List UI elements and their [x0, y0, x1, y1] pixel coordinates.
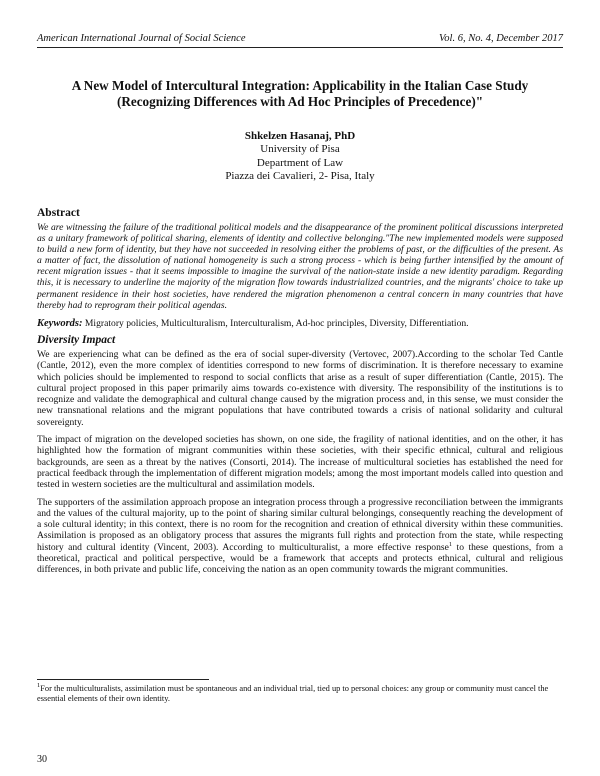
footnote-rule — [37, 679, 209, 680]
paragraph-3 — [37, 497, 563, 576]
keywords — [37, 318, 563, 329]
volume-info: Vol. 6, No. 4, December 2017 — [439, 33, 563, 44]
paragraph-3-part-b: to these questions, from a theoretical, practical and political perspective, would be a framework that accepts and protects ethnical, cultural and religious differences, in both private and public life, conceiving the nation as an open community towards the migrant communities. — [37, 541, 564, 576]
journal-name: American International Journal of Social Science — [37, 33, 246, 44]
title-line-1: A New Model of Intercultural Integration: Applicability in the Italian Case Study — [71, 78, 529, 93]
page-number: 30 — [37, 754, 47, 765]
running-header — [37, 33, 563, 44]
author-name: Shkelzen Hasanaj, PhD — [244, 130, 356, 142]
keywords-text: Migratory policies, Multiculturalism, Interculturalism, Ad-hoc principles, Diversity, Differentiation. — [84, 317, 469, 329]
section-heading: Diversity Impact — [37, 333, 116, 346]
paper-body — [37, 207, 563, 582]
keywords-label: Keywords: — [37, 317, 83, 329]
footnote-text: For the multiculturalists, assimilation must be spontaneous and an individual trial, tied up to personal choices: any group or community must cancel the essential elements of their own identity. — [37, 684, 549, 704]
author-university: University of Pisa — [260, 143, 340, 156]
author-block — [37, 130, 563, 183]
author-address: Piazza dei Cavalieri, 2- Pisa, Italy — [225, 169, 375, 182]
footnote — [37, 684, 563, 704]
author-department: Department of Law — [256, 156, 344, 169]
header-rule — [37, 47, 563, 48]
footnote-reference[interactable]: 1 — [448, 540, 453, 548]
paragraph-2: The impact of migration on the developed societies has shown, on one side, the fragility of national identities, and on the other, it has highlighted how the formation of migrant communities within these societies, with their specific ethnical, cultural and religious backgrounds, are seen as a threat by the natives (Consorti, 2014). The increase of multicultural societies has established the need for practical feedback through the implementation of different migration models; among the most important models called into question and tested in western societies are the multicultural and assimilation models. — [37, 434, 563, 491]
title-line-2: (Recognizing Differences with Ad Hoc Principles of Precedence)" — [116, 93, 484, 109]
abstract-text: We are witnessing the failure of the traditional political models and the disappearance of the prominent political discussions interpreted as a unitary framework of political sharing, elements of identity and collective belonging."The new implemented models were supposed to build a new form of identity, but they have not succeeded in resolving either the problems of past, or the difficulties of the present. As a matter of fact, the dissolution of national homogeneity is such a strong process - which is being further intensified by the amount of recent migration issues - that it seems impossible to imagine the survival of the nation-state inside a new identity paradigm. Regarding this, it is necessary to underline the majority of the migration flow towards industrialized countries, and the migrants' choice to take up permanent residence in their host societies, have rendered the migration phenomenon a central concern in many countries that have thereby had to reprogram their political agendas. — [37, 222, 563, 311]
paper-title — [37, 78, 563, 109]
abstract-heading: Abstract — [37, 207, 80, 219]
footnote-mark: 1 — [37, 682, 41, 690]
paragraph-1: We are experiencing what can be defined as the era of social super-diversity (Vertovec, 2007).According to the scholar Ted Cantle (Cantle, 2012), even the more complex of identities correspond to new forms of discrimination. It is therefore necessary to examine which policies should be implemented to respond to social conflicts that arise as a result of super differentiation (Cantle, 2015). The cultural project proposed in this paper primarily aims towards co-existence with diversity. The responsibility of the institutions is to recognize and validate the demographical and cultural change caused by the migration process and, in this sense, we must consider the new transnational relations and the migrant populations that have contributed towards a crisis of national solidarity and cultural sovereignty. — [37, 348, 563, 428]
paragraph-3-part-a: The supporters of the assimilation approach propose an integration process through a progressive reconciliation between the immigrants and the values of the cultural majority, up to the point of sharing similar cultural belongings, consequently reaching the development of a sole cultural identity; in this context, there is no room for the recognition and creation of ethnical diversity within these communities. Assimilation is proposed as an obligatory process that assures the migrants full rights and protection from the state, while respecting history and cultural identity (Vincent, 2003). According to multiculturalist, a more effective response — [37, 496, 563, 553]
